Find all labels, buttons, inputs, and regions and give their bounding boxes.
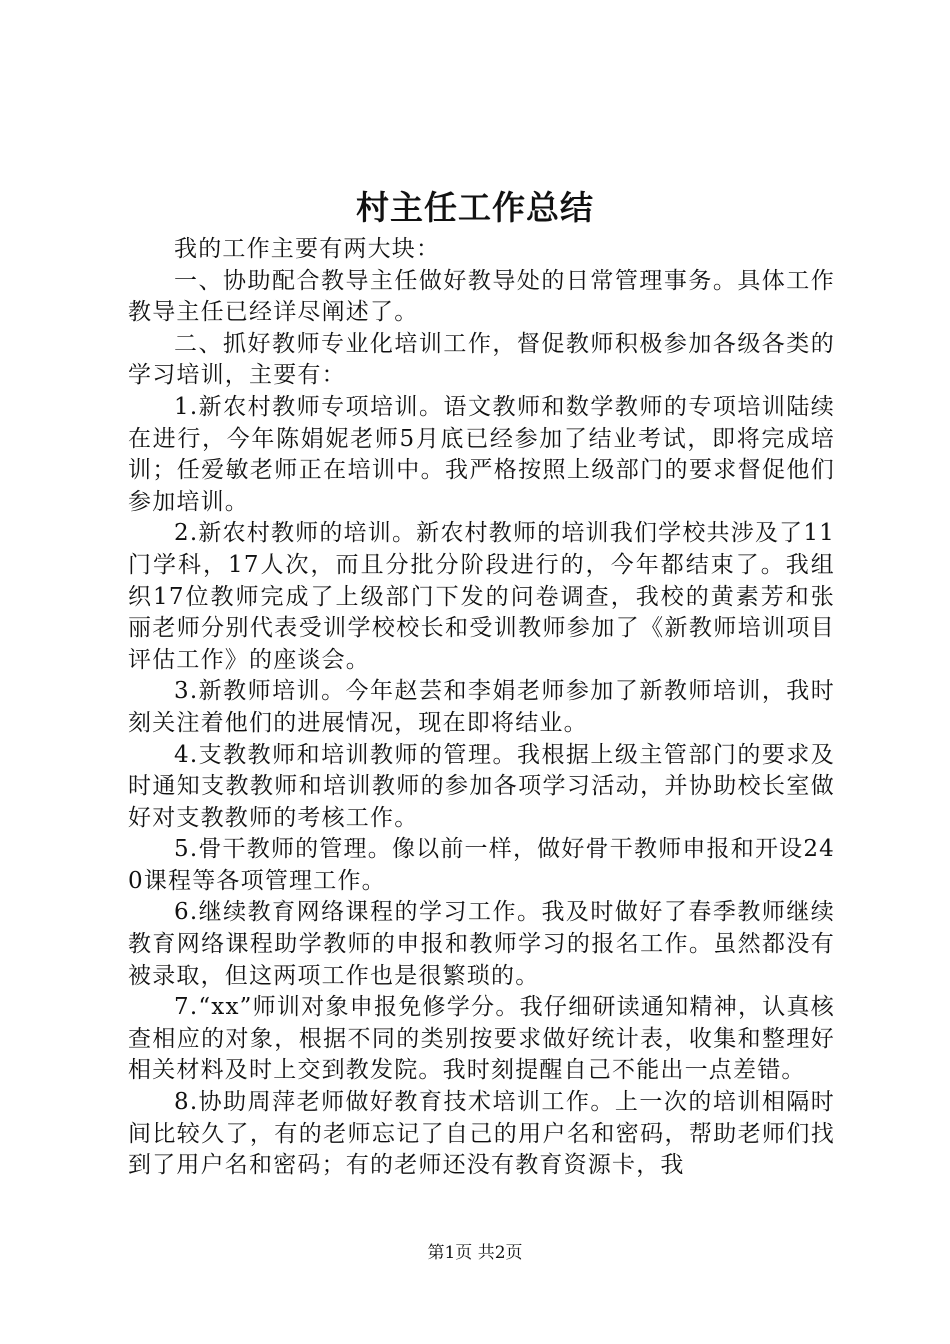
paragraph-item-1: 1.新农村教师专项培训。语文教师和数学教师的专项培训陆续在进行，今年陈娟妮老师5月底已经参加了结业考试，即将完成培训；任爱敏老师正在培训中。我严格按照上级部门的要求督促他们参加培训。	[128, 393, 835, 515]
paragraph-item-2: 2.新农村教师的培训。新农村教师的培训我们学校共涉及了11门学科，17人次，而且分批分阶段进行的，今年都结束了。我组织17位教师完成了上级部门下发的问卷调查，我校的黄素芳和张丽老师分别代表受训学校校长和受训教师参加了《新教师培训项目评估工作》的座谈会。	[128, 520, 836, 673]
paragraph-intro: 我的工作主要有两大块：	[174, 236, 441, 262]
document-title: 村主任工作总结	[356, 188, 594, 227]
document-body	[128, 234, 835, 1182]
paragraph-item-4: 4.支教教师和培训教师的管理。我根据上级主管部门的要求及时通知支教教师和培训教师的参加各项学习活动，并协助校长室做好对支教教师的考核工作。	[128, 741, 835, 831]
page-number-footer: 第1页 共2页	[427, 1243, 523, 1263]
paragraph-section-1: 一、协助配合教导主任做好教导处的日常管理事务。具体工作教导主任已经详尽阐述了。	[128, 267, 835, 326]
paragraph-item-8: 8.协助周萍老师做好教育技术培训工作。上一次的培训相隔时间比较久了，有的老师忘记了自己的用户名和密码，帮助老师们找到了用户名和密码；有的老师还没有教育资源卡，我	[128, 1089, 835, 1179]
paragraph-item-6: 6.继续教育网络课程的学习工作。我及时做好了春季教师继续教育网络课程助学教师的申报和教师学习的报名工作。虽然都没有被录取，但这两项工作也是很繁琐的。	[128, 899, 835, 989]
paragraph-item-5: 5.骨干教师的管理。像以前一样，做好骨干教师申报和开设240课程等各项管理工作。	[128, 836, 836, 894]
paragraph-section-2: 二、抓好教师专业化培训工作，督促教师积极参加各级各类的学习培训，主要有：	[128, 330, 835, 389]
paragraph-item-7: 7.“xx”师训对象申报免修学分。我仔细研读通知精神，认真核查相应的对象，根据不同的类别按要求做好统计表，收集和整理好相关材料及时上交到教发院。我时刻提醒自己不能出一点差错。	[128, 994, 835, 1084]
paragraph-item-3: 3.新教师培训。今年赵芸和李娟老师参加了新教师培训，我时刻关注着他们的进展情况，现在即将结业。	[128, 678, 835, 736]
